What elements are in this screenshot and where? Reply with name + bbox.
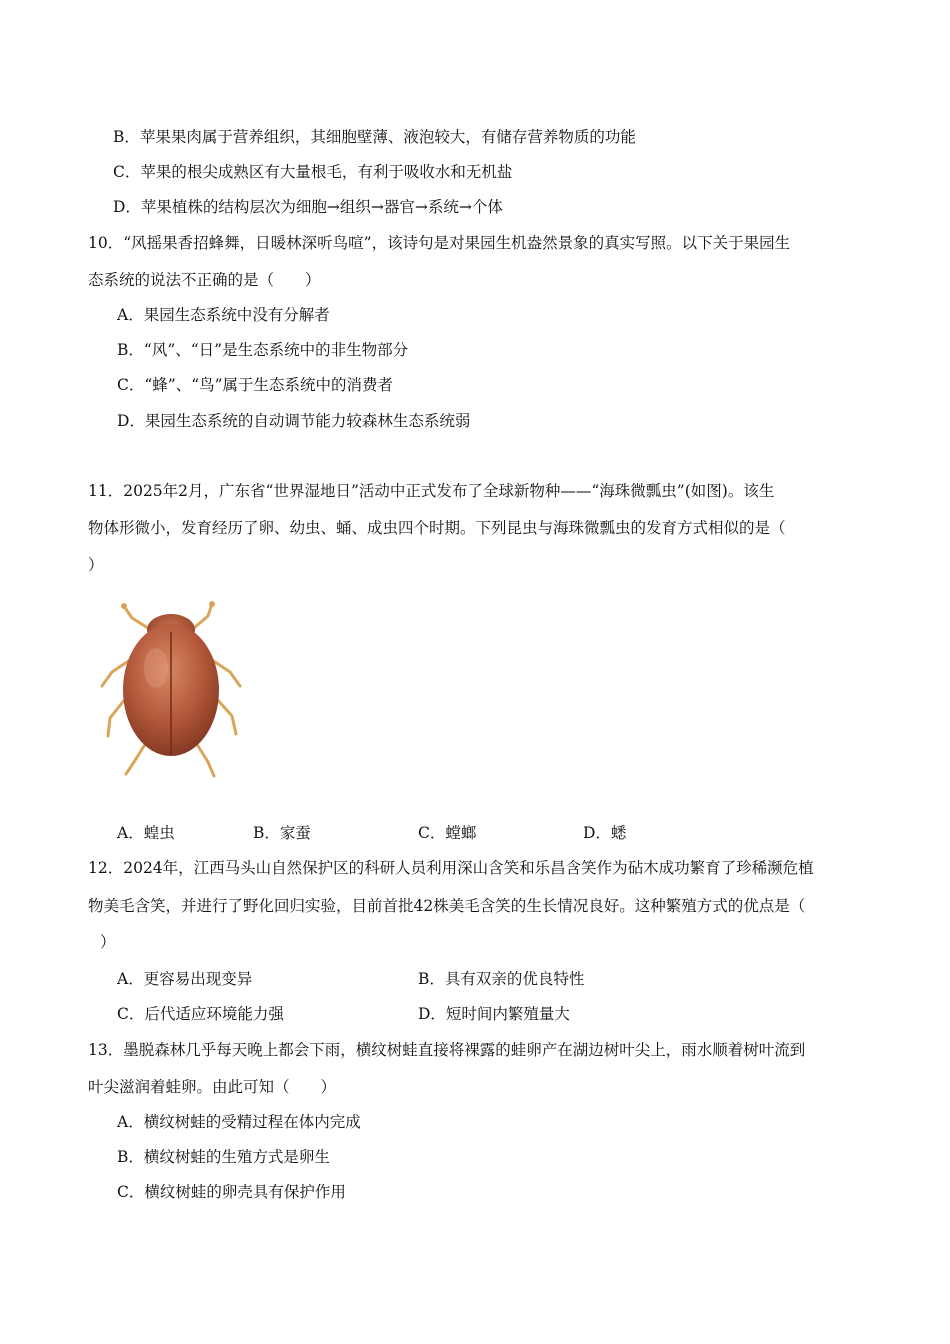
q11-option-d: D．蟋 xyxy=(583,824,627,842)
q9-option-b: B．苹果果肉属于营养组织，其细胞壁薄、液泡较大，有储存营养物质的功能 xyxy=(113,128,636,146)
q12-option-c: C．后代适应环境能力强 xyxy=(117,1005,284,1023)
q13-stem-line-2: 叶尖滋润着蛙卵。由此可知（ ） xyxy=(88,1078,337,1096)
q11-stem-line-2: 物体形微小，发育经历了卵、幼虫、蛹、成虫四个时期。下列昆虫与海珠微瓢虫的发育方式相似的是（ xyxy=(88,519,786,537)
q10-option-d: D．果园生态系统的自动调节能力较森林生态系统弱 xyxy=(117,412,471,430)
q12-stem-line-2: 物美毛含笑，并进行了野化回归实验，目前首批42株美毛含笑的生长情况良好。这种繁殖方式的优点是（ xyxy=(88,897,806,915)
q12-stem-line-3: ） xyxy=(100,933,116,951)
q10-option-b: B．“风”、“日”是生态系统中的非生物部分 xyxy=(117,341,409,359)
q12-option-d: D．短时间内繁殖量大 xyxy=(418,1005,570,1023)
q12-stem-line-1: 12．2024年，江西马头山自然保护区的科研人员利用深山含笑和乐昌含笑作为砧木成功繁育了珍稀濒危植 xyxy=(88,859,814,877)
q10-stem-line-1: 10．“风摇果香招蜂舞，日暖林深听鸟喧”，该诗句是对果园生机盎然景象的真实写照。以下关于果园生 xyxy=(88,234,791,252)
q12-option-b: B．具有双亲的优良特性 xyxy=(418,970,585,988)
ladybird-beetle-image xyxy=(96,598,246,778)
q10-option-c: C．“蜂”、“鸟”属于生态系统中的消费者 xyxy=(117,376,394,394)
q11-option-a: A．蝗虫 xyxy=(117,824,175,842)
q13-option-c: C．横纹树蛙的卵壳具有保护作用 xyxy=(117,1183,346,1201)
q10-stem-line-2: 态系统的说法不正确的是（ ） xyxy=(88,271,321,289)
q10-option-a: A．果园生态系统中没有分解者 xyxy=(117,306,330,324)
q11-stem-line-3: ） xyxy=(88,556,104,574)
q9-option-d: D．苹果植株的结构层次为细胞→组织→器官→系统→个体 xyxy=(113,198,503,216)
q13-option-b: B．横纹树蛙的生殖方式是卵生 xyxy=(117,1148,330,1166)
q13-stem-line-1: 13．墨脱森林几乎每天晚上都会下雨，横纹树蛙直接将裸露的蛙卵产在湖边树叶尖上，雨水顺着树叶流到 xyxy=(88,1041,806,1059)
q9-option-c: C．苹果的根尖成熟区有大量根毛，有利于吸收水和无机盐 xyxy=(113,163,513,181)
q11-option-b: B．家蚕 xyxy=(253,824,311,842)
q11-option-c: C．螳螂 xyxy=(418,824,477,842)
q12-option-a: A．更容易出现变异 xyxy=(117,970,253,988)
q13-option-a: A．横纹树蛙的受精过程在体内完成 xyxy=(117,1113,361,1131)
q11-stem-line-1: 11．2025年2月，广东省“世界湿地日”活动中正式发布了全球新物种——“海珠微瓢虫”(如图)。该生 xyxy=(88,482,775,500)
